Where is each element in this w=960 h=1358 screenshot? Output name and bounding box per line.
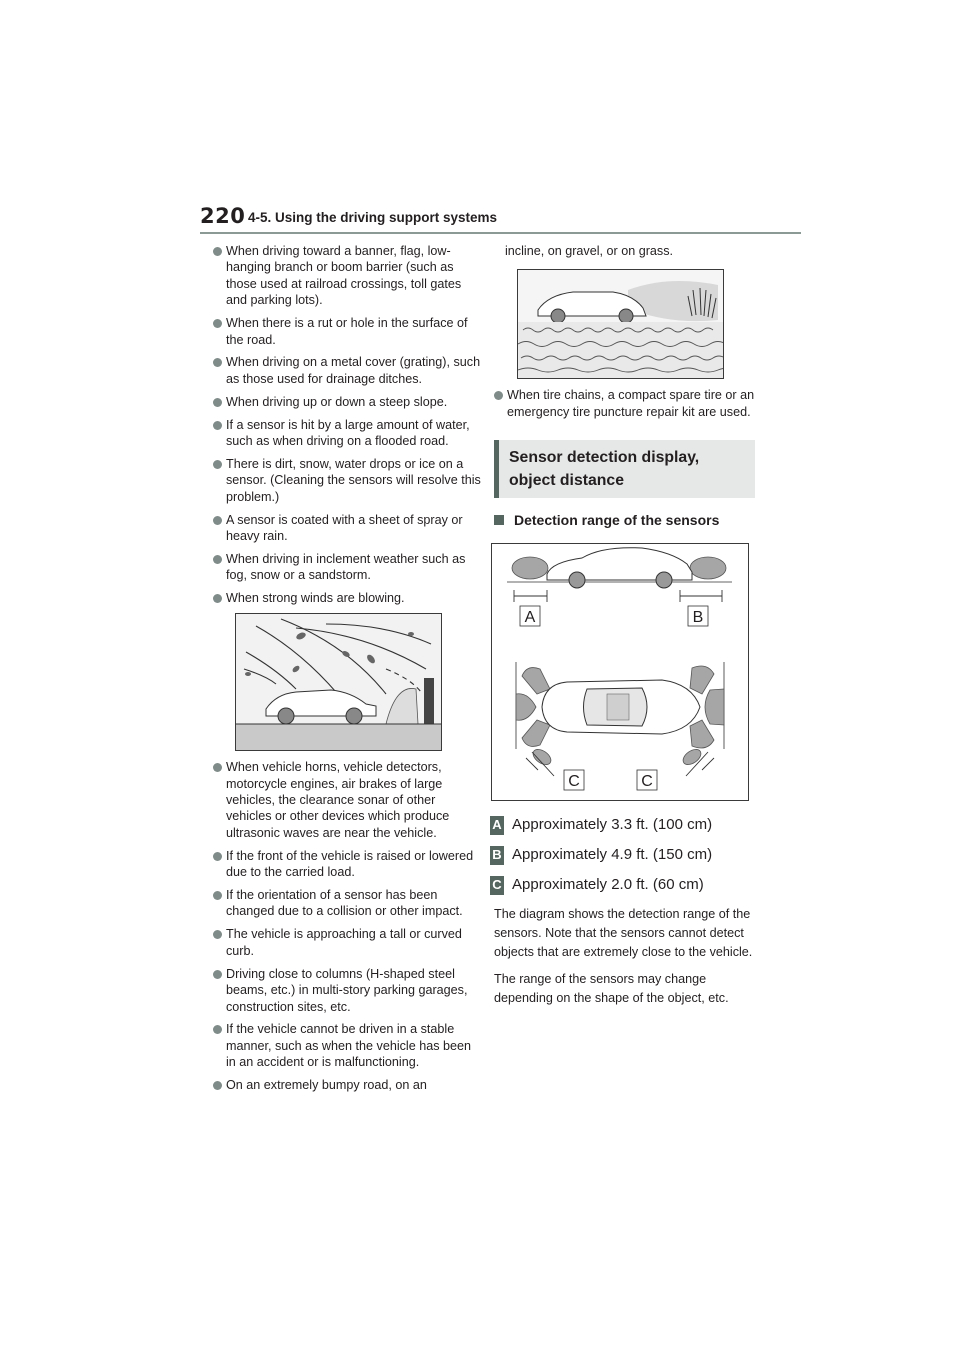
bullet-item: When there is a rut or hole in the surface of the road. [213,315,483,348]
legend-key-a: A [490,816,504,835]
label-a: A [524,608,536,626]
bullet-item: When driving up or down a steep slope. [213,394,483,410]
legend-row-a [494,815,756,837]
bullet-item: Driving close to columns (H-shaped steel beams, etc.) in multi-story parking garages, construction sites, etc. [213,966,483,1015]
label-b: B [692,608,704,626]
bullet-item: When vehicle horns, vehicle detectors, motorcycle engines, air brakes of large vehicles, the clearance sonar of other vehicles or other devices which produce ultrasonic waves are near the vehicle. [213,759,483,841]
notes [494,905,756,1008]
bullet-item: On an extremely bumpy road, on an [213,1077,483,1093]
bullet-item: When strong winds are blowing. [213,590,483,606]
legend-text-a: Approximately 3.3 ft. (100 cm) [512,816,713,834]
label-c-right: C [641,772,653,790]
label-c-left: C [568,772,580,790]
continued-text: incline, on gravel, or on grass. [505,244,674,258]
bullet-item: When driving in inclement weather such as fog, snow or a sandstorm. [213,551,483,584]
grass-gravel-illustration [517,269,724,379]
detection-range-diagram [491,543,749,801]
bullet-item: There is dirt, snow, water drops or ice on a sensor. (Cleaning the sensors will resolve this problem.) [213,456,483,505]
note-paragraph: The diagram shows the detection range of the sensors. Note that the sensors cannot detect objects that are extremely close to the vehicle. [494,906,753,960]
legend-row-b [494,845,756,867]
bullet-item: A sensor is coated with a sheet of spray or heavy rain. [213,512,483,545]
page-number: 220 [200,204,246,228]
square-bullet-icon [494,515,504,525]
bullet-item: When driving on a metal cover (grating), such as those used for drainage ditches. [213,354,483,387]
sub-heading [494,512,756,528]
legend-row-c [494,875,756,897]
section-title: 4-5. Using the driving support systems [248,210,498,225]
legend-key-c: C [490,876,504,895]
bullet-item: If the front of the vehicle is raised or lowered due to the carried load. [213,848,483,881]
bullet-item: If the orientation of a sensor has been changed due to a collision or other impact. [213,887,483,920]
bullet-item: If the vehicle cannot be driven in a stable manner, such as when the vehicle has been in an accident or is malfunctioning. [213,1021,483,1070]
legend-key-b: B [490,846,504,865]
bullet-item: The vehicle is approaching a tall or curved curb. [213,926,483,959]
legend-text-c: Approximately 2.0 ft. (60 cm) [512,876,704,894]
header-divider [200,232,801,234]
bullet-item: When driving toward a banner, flag, low-hanging branch or boom barrier (such as those used at railroad crossings, toll gates and parking lots). [213,243,483,309]
bullet-item: When tire chains, a compact spare tire or an emergency tire puncture repair kit are used. [494,387,756,420]
bullet-item: If a sensor is hit by a large amount of water, such as when driving on a flooded road. [213,417,483,450]
wind-illustration [235,613,442,751]
section-heading: Sensor detection display, object distance [494,440,755,498]
note-paragraph: The range of the sensors may change depending on the shape of the object, etc. [494,971,729,1005]
legend-text-b: Approximately 4.9 ft. (150 cm) [512,846,713,864]
sub-heading-text: Detection range of the sensors [514,512,720,529]
left-column [213,243,483,1100]
right-column [494,243,756,1015]
